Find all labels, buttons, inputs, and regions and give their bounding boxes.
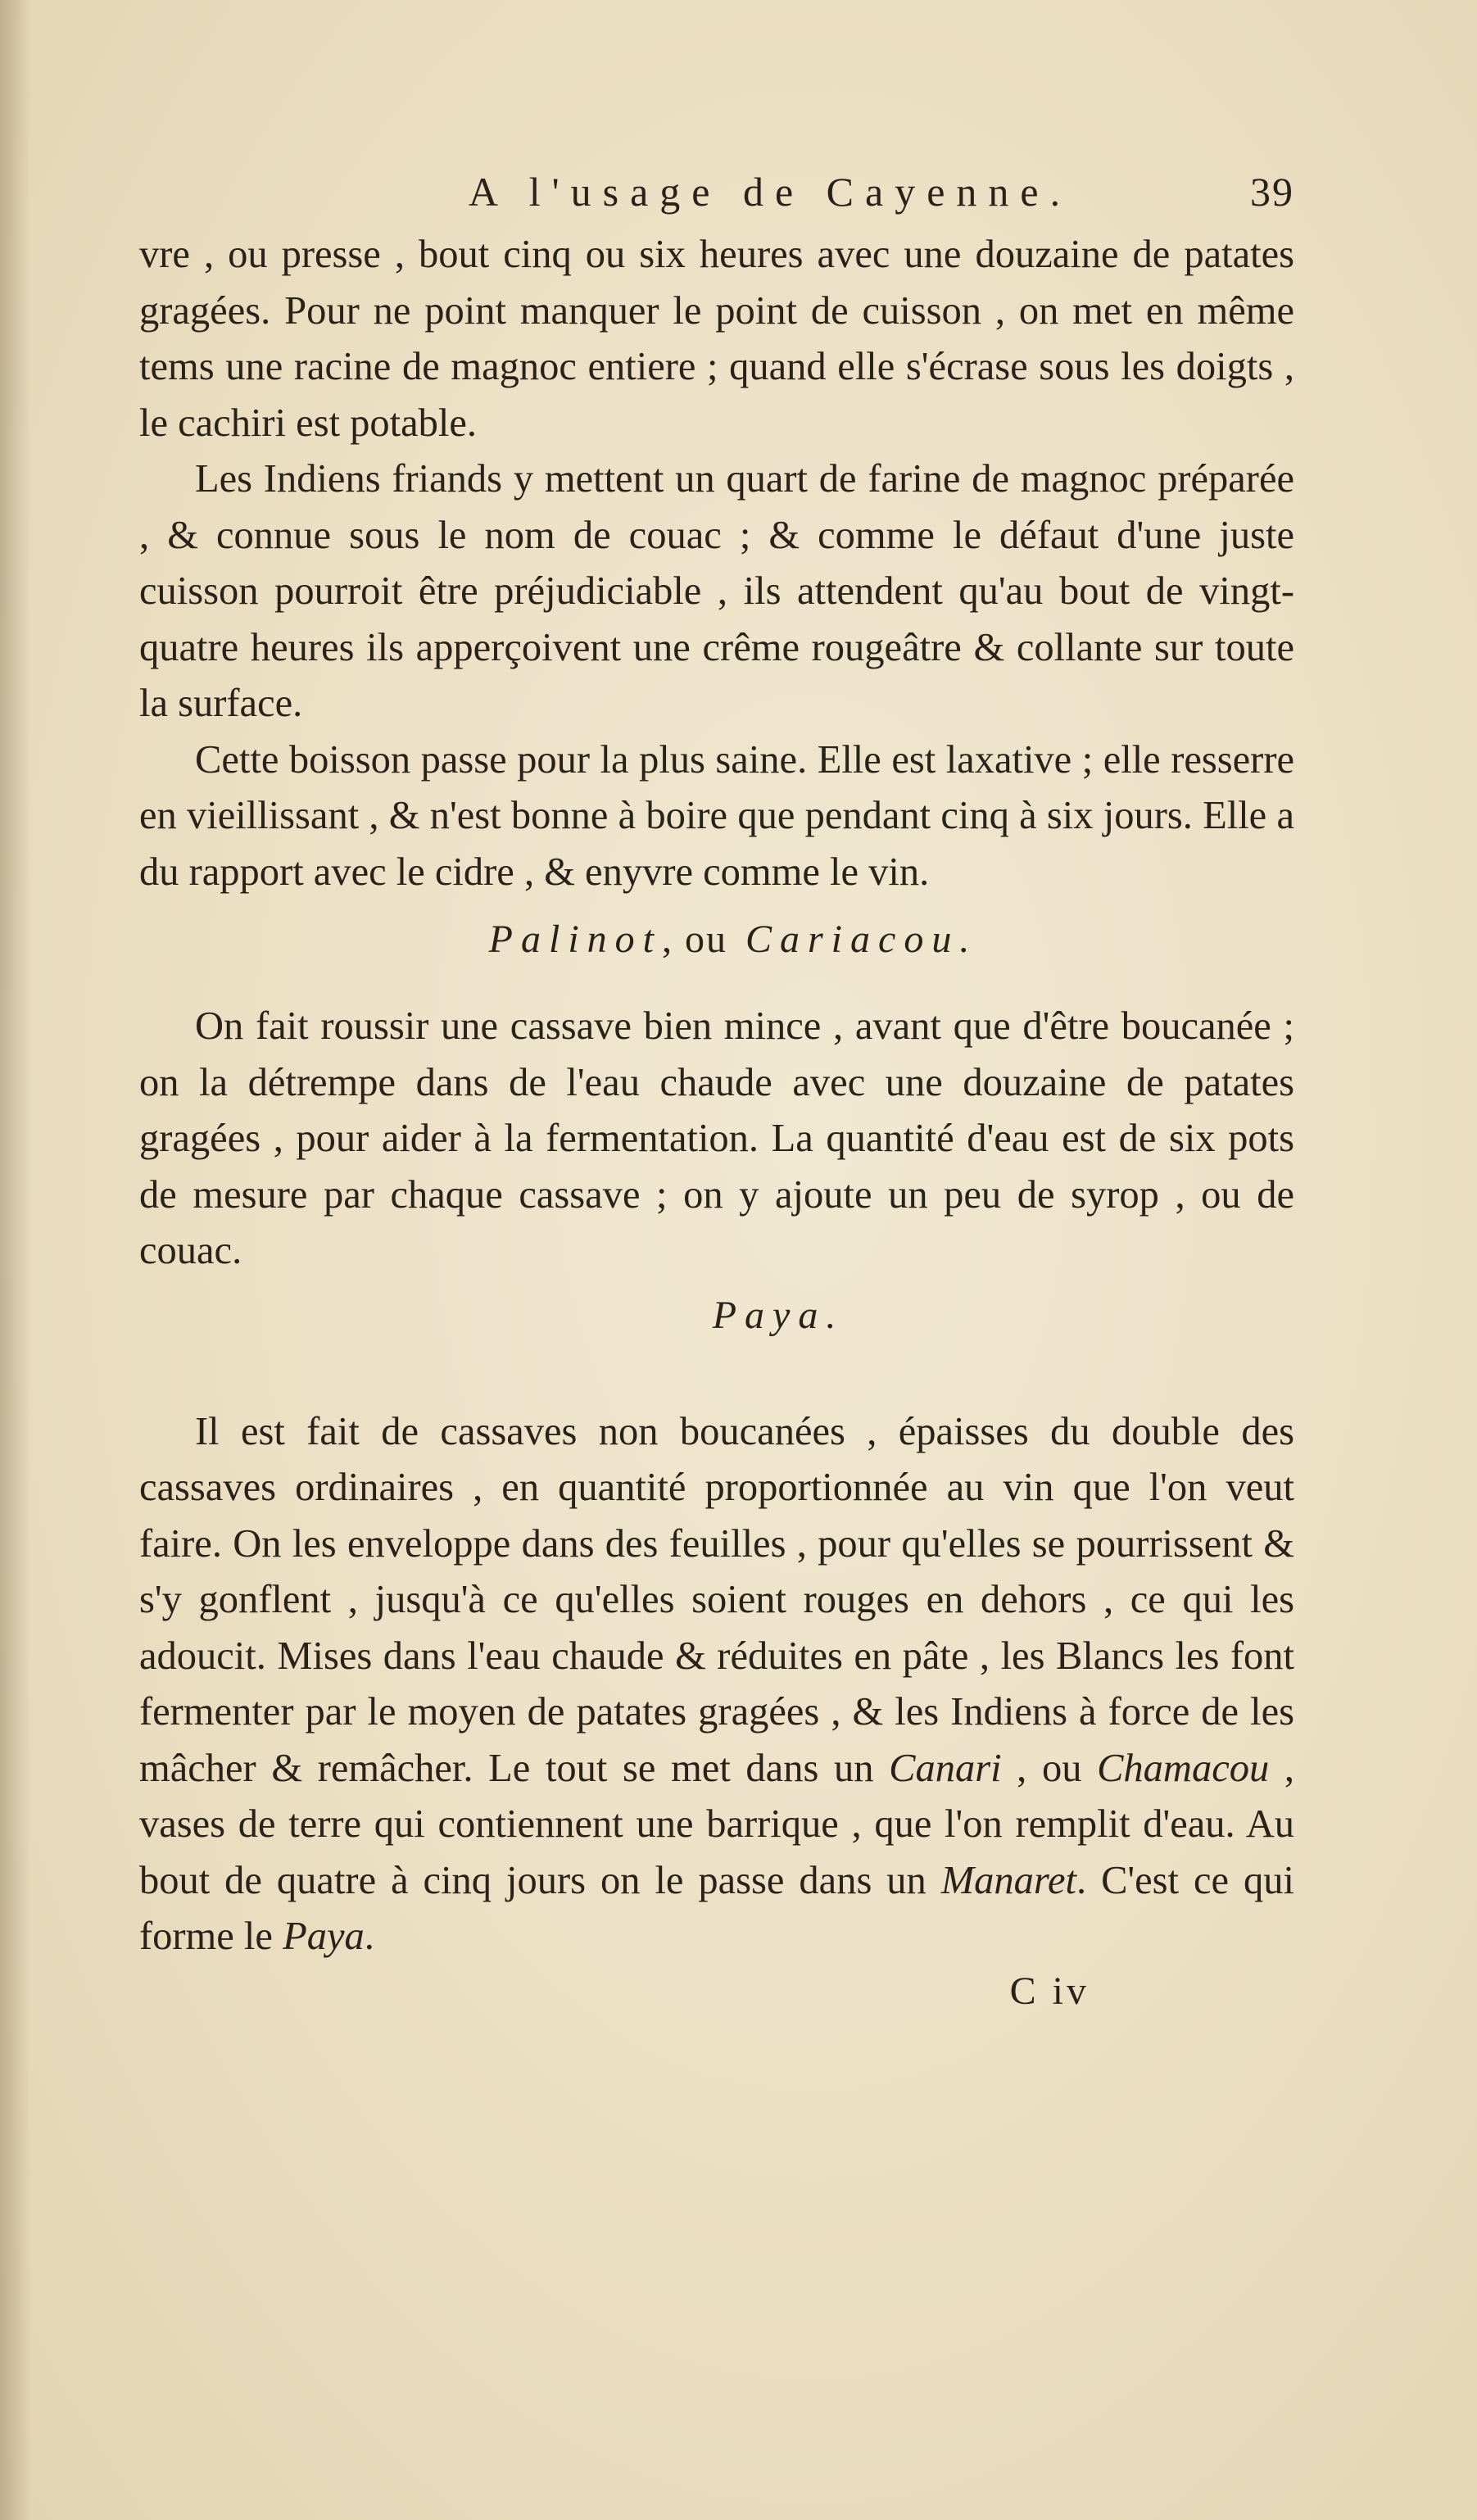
text-block	[139, 168, 1294, 2016]
paragraph-boisson: Cette boisson passe pour la plus saine. Elle est laxative ; elle resserre en vieillissant , & n'est bonne à boire que pendant cinq à six jours. Elle a du rapport avec le cidre , & enyvre comme le vin.	[139, 737, 1294, 894]
paya-text-1: Il est fait de cassaves non boucanées , épaisses du double des cassaves ordinaires , en quantité proportionnée au vin que l'on veut faire. On les enveloppe dans des feuilles , pour qu'elles se pourrissent & s'y gonflent , jusqu'à ce qu'elles soient rouges en dehors , ce qui les adoucit. Mises dans l'eau chaude & réduites en pâte , les Blancs les font fermenter par le moyen de patates gragées , & les Indiens à force de les mâcher & remâcher. Le tout se met dans un	[139, 1409, 1294, 1790]
paya-text-2: , ou	[1001, 1746, 1098, 1790]
signature-mark: C iv	[1009, 1969, 1090, 2013]
section-heading-palinot	[139, 912, 1294, 968]
term-chamacou: Chamacou	[1097, 1746, 1270, 1790]
paya-text-5: .	[364, 1915, 374, 1958]
heading-cariacou: Cariacou.	[745, 918, 978, 961]
paragraph-cassave: On fait roussir une cassave bien mince , avant que d'être boucanée ; on la détrempe dans de l'eau chaude avec une douzaine de patates gragées , pour aider à la fermentation. La quantité d'eau est de six pots de mesure par chaque cassave ; on y ajoute un peu de syrop , ou de couac.	[139, 1004, 1294, 1272]
paragraph-continued: vre , ou presse , bout cinq ou six heures avec une douzaine de patates gragées. Pour ne point manquer le point de cuisson , on met en même tems une racine de magnoc entiere ; quand elle s'écrase sous les doigts , le cachiri est potable.	[139, 233, 1294, 445]
running-title: A l'usage de Cayenne.	[468, 169, 1072, 215]
page-number: 39	[1250, 169, 1294, 215]
term-paya: Paya	[283, 1915, 365, 1958]
term-canari: Canari	[889, 1746, 1002, 1790]
heading-separator: , ou	[661, 918, 727, 961]
spine-shadow	[0, 0, 31, 2520]
running-header	[139, 168, 1294, 225]
section-heading-paya: Paya.	[712, 1293, 845, 1337]
term-manaret: Manaret	[940, 1858, 1076, 1902]
paya-text-4: . C'est ce qui forme le	[139, 1858, 1294, 1958]
heading-palinot: Palinot	[488, 918, 662, 961]
paragraph-paya	[139, 1404, 1294, 1965]
paya-text-3: , vases de terre qui contiennent une barrique , que l'on remplit d'eau. Au bout de quatre à cinq jours on le passe dans un	[139, 1746, 1294, 1902]
paragraph-indiens: Les Indiens friands y mettent un quart de farine de magnoc préparée , & connue sous le nom de couac ; & comme le défaut d'une juste cuisson pourroit être préjudiciable , ils attendent qu'au bout de vingt-quatre heures ils apperçoivent une crême rougeâtre & collante sur toute la surface.	[139, 457, 1294, 725]
